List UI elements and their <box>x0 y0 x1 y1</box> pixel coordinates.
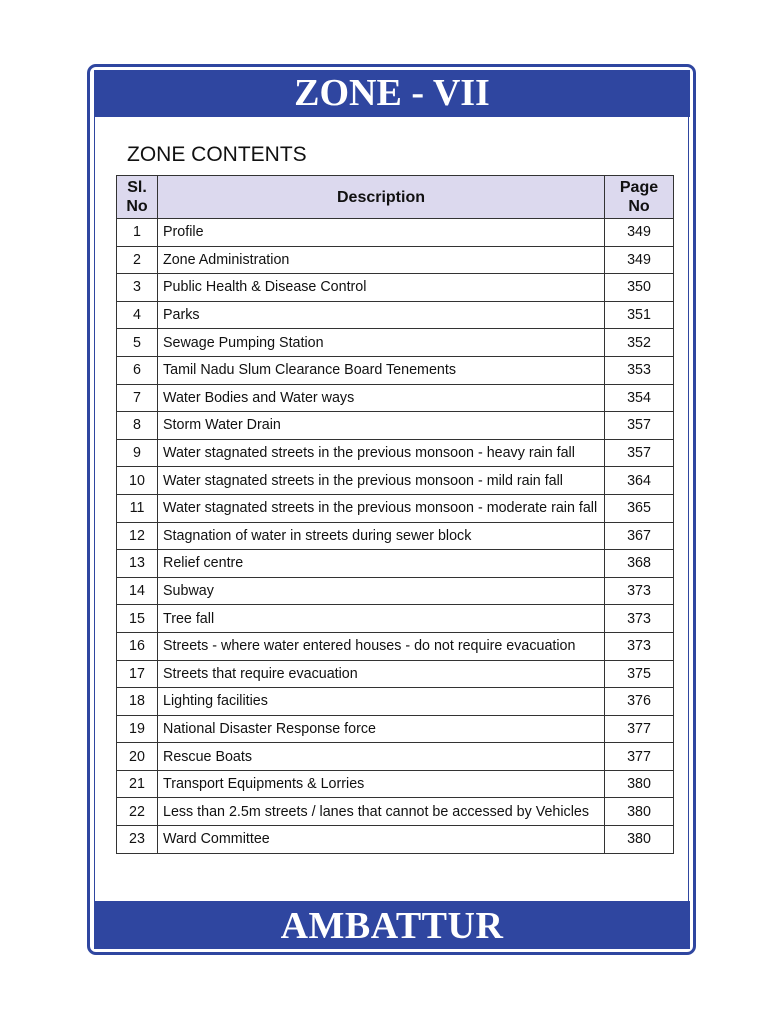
row-description: Streets that require evacuation <box>158 660 605 688</box>
row-page-no: 368 <box>605 550 674 578</box>
row-page-no: 354 <box>605 384 674 412</box>
row-description: Water stagnated streets in the previous monsoon - mild rain fall <box>158 467 605 495</box>
row-page-no: 377 <box>605 715 674 743</box>
contents-table <box>116 175 674 854</box>
row-page-no: 380 <box>605 798 674 826</box>
row-description: Storm Water Drain <box>158 412 605 440</box>
row-page-no: 373 <box>605 632 674 660</box>
table-row <box>117 329 674 357</box>
table-row <box>117 688 674 716</box>
row-page-no: 351 <box>605 301 674 329</box>
row-sl-no: 23 <box>117 826 158 854</box>
table-row <box>117 494 674 522</box>
row-description: Subway <box>158 577 605 605</box>
header-sl-no <box>117 176 158 219</box>
table-row <box>117 467 674 495</box>
row-sl-no: 16 <box>117 632 158 660</box>
zone-title-banner <box>94 70 690 117</box>
row-description: Tree fall <box>158 605 605 633</box>
row-sl-no: 18 <box>117 688 158 716</box>
row-page-no: 376 <box>605 688 674 716</box>
row-page-no: 380 <box>605 770 674 798</box>
row-sl-no: 9 <box>117 439 158 467</box>
row-sl-no: 15 <box>117 605 158 633</box>
row-sl-no: 13 <box>117 550 158 578</box>
table-row <box>117 715 674 743</box>
row-description: Rescue Boats <box>158 743 605 771</box>
row-description: Lighting facilities <box>158 688 605 716</box>
row-page-no: 350 <box>605 274 674 302</box>
row-description: Relief centre <box>158 550 605 578</box>
row-description: Streets - where water entered houses - do not require evacuation <box>158 632 605 660</box>
row-page-no: 365 <box>605 494 674 522</box>
row-sl-no: 1 <box>117 219 158 247</box>
row-description: National Disaster Response force <box>158 715 605 743</box>
row-description: Water Bodies and Water ways <box>158 384 605 412</box>
table-row <box>117 439 674 467</box>
row-page-no: 349 <box>605 219 674 247</box>
row-sl-no: 7 <box>117 384 158 412</box>
row-sl-no: 11 <box>117 494 158 522</box>
row-description: Zone Administration <box>158 246 605 274</box>
row-page-no: 373 <box>605 605 674 633</box>
row-sl-no: 12 <box>117 522 158 550</box>
table-row <box>117 826 674 854</box>
zone-title: ZONE - VII <box>294 72 490 114</box>
header-page-no <box>605 176 674 219</box>
zone-name-banner <box>94 901 690 949</box>
row-page-no: 357 <box>605 439 674 467</box>
row-description: Water stagnated streets in the previous monsoon - moderate rain fall <box>158 494 605 522</box>
row-page-no: 367 <box>605 522 674 550</box>
row-page-no: 377 <box>605 743 674 771</box>
zone-name: AMBATTUR <box>280 905 504 947</box>
row-page-no: 373 <box>605 577 674 605</box>
row-description: Sewage Pumping Station <box>158 329 605 357</box>
table-body <box>117 219 674 854</box>
table-row <box>117 522 674 550</box>
row-description: Profile <box>158 219 605 247</box>
row-sl-no: 6 <box>117 356 158 384</box>
table-row <box>117 798 674 826</box>
row-sl-no: 3 <box>117 274 158 302</box>
table-row <box>117 605 674 633</box>
row-sl-no: 4 <box>117 301 158 329</box>
row-sl-no: 17 <box>117 660 158 688</box>
table-row <box>117 301 674 329</box>
row-description: Ward Committee <box>158 826 605 854</box>
table-row <box>117 550 674 578</box>
row-description: Public Health & Disease Control <box>158 274 605 302</box>
row-sl-no: 19 <box>117 715 158 743</box>
row-sl-no: 10 <box>117 467 158 495</box>
row-page-no: 353 <box>605 356 674 384</box>
table-header-row <box>117 176 674 219</box>
header-description: Description <box>158 176 605 219</box>
row-description: Water stagnated streets in the previous monsoon - heavy rain fall <box>158 439 605 467</box>
row-page-no: 352 <box>605 329 674 357</box>
header-sl-no-label: Sl. No <box>126 179 148 215</box>
table-row <box>117 384 674 412</box>
row-page-no: 364 <box>605 467 674 495</box>
table-row <box>117 219 674 247</box>
row-page-no: 349 <box>605 246 674 274</box>
table-row <box>117 743 674 771</box>
row-sl-no: 22 <box>117 798 158 826</box>
row-description: Transport Equipments & Lorries <box>158 770 605 798</box>
table-row <box>117 577 674 605</box>
table-row <box>117 356 674 384</box>
table-row <box>117 632 674 660</box>
row-sl-no: 14 <box>117 577 158 605</box>
table-row <box>117 770 674 798</box>
row-description: Tamil Nadu Slum Clearance Board Tenements <box>158 356 605 384</box>
row-page-no: 375 <box>605 660 674 688</box>
row-sl-no: 8 <box>117 412 158 440</box>
table-row <box>117 274 674 302</box>
row-sl-no: 21 <box>117 770 158 798</box>
row-sl-no: 20 <box>117 743 158 771</box>
row-description: Parks <box>158 301 605 329</box>
row-sl-no: 5 <box>117 329 158 357</box>
row-description: Less than 2.5m streets / lanes that cannot be accessed by Vehicles <box>158 798 605 826</box>
table-row <box>117 412 674 440</box>
section-title: ZONE CONTENTS <box>127 143 307 166</box>
row-page-no: 380 <box>605 826 674 854</box>
table-row <box>117 246 674 274</box>
row-sl-no: 2 <box>117 246 158 274</box>
table-row <box>117 660 674 688</box>
row-page-no: 357 <box>605 412 674 440</box>
row-description: Stagnation of water in streets during sewer block <box>158 522 605 550</box>
header-page-no-label: Page No <box>619 179 659 215</box>
